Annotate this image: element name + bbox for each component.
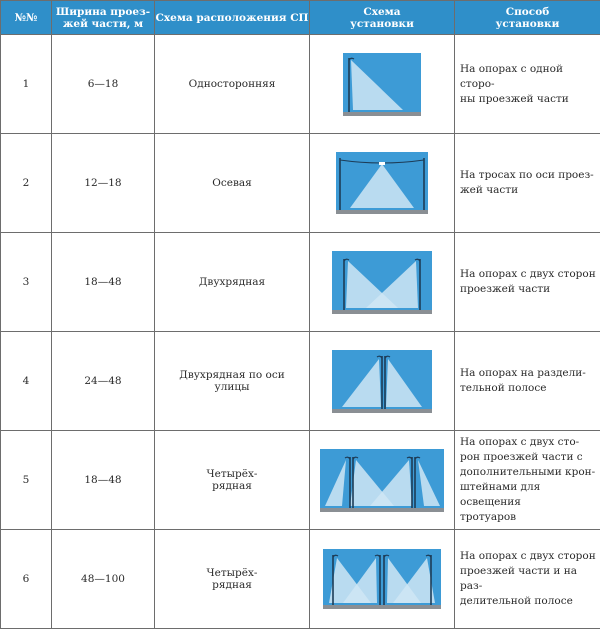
road-surface	[323, 605, 441, 609]
row-number: 4	[1, 332, 52, 431]
installation-method	[455, 431, 600, 530]
layout-scheme	[155, 530, 310, 629]
table-row	[1, 233, 600, 332]
layout-text-line: Двухрядная	[155, 276, 309, 288]
road-width: 18—48	[52, 431, 155, 530]
four-row-sidewalk-lamp-scheme-icon	[320, 449, 444, 512]
road-surface	[332, 409, 432, 413]
header-width: Ширина проез- жей части, м	[52, 1, 155, 35]
method-text-line: проезжей части	[460, 282, 596, 297]
road-surface	[332, 310, 432, 314]
installation-scheme	[310, 134, 455, 233]
installation-scheme	[310, 431, 455, 530]
header-scheme: Схема установки	[310, 1, 455, 35]
installation-method	[455, 530, 600, 629]
row-number: 5	[1, 431, 52, 530]
table-row	[1, 530, 600, 629]
method-text-line: тельной полосе	[460, 381, 596, 396]
road-surface	[343, 112, 421, 116]
two-row-lamp-scheme-icon	[332, 251, 432, 314]
table-row	[1, 332, 600, 431]
four-row-median-lamp-scheme-icon	[323, 549, 441, 609]
road-width: 18—48	[52, 233, 155, 332]
layout-text-line: Односторонняя	[155, 78, 309, 90]
header-method: Способ установки	[455, 1, 600, 35]
axial-cable-lamp-scheme-icon	[336, 152, 428, 214]
road-width: 48—100	[52, 530, 155, 629]
method-text-line: На опорах с одной сторо-	[460, 62, 596, 92]
header-layout: Схема расположения СП	[155, 1, 310, 35]
method-text-line: проезжей части и на раз-	[460, 564, 596, 594]
road-width: 6—18	[52, 35, 155, 134]
one-side-lamp-scheme-icon	[343, 53, 421, 116]
installation-method	[455, 35, 600, 134]
header-number: №№	[1, 1, 52, 35]
road-surface	[320, 508, 444, 512]
table-row	[1, 35, 600, 134]
method-text-line: штейнами для освещения	[460, 480, 596, 510]
layout-text-line: Осевая	[155, 177, 309, 189]
installation-scheme	[310, 35, 455, 134]
layout-scheme	[155, 134, 310, 233]
layout-text-line: Четырёх-	[155, 567, 309, 579]
layout-scheme	[155, 332, 310, 431]
row-number: 2	[1, 134, 52, 233]
method-text-line: жей части	[460, 183, 596, 198]
layout-text-line: улицы	[155, 381, 309, 393]
row-number: 3	[1, 233, 52, 332]
layout-text-line: Четырёх-	[155, 468, 309, 480]
installation-method	[455, 134, 600, 233]
method-text-line: рон проезжей части с	[460, 450, 596, 465]
installation-scheme	[310, 530, 455, 629]
lamp	[379, 162, 385, 165]
road-width: 24—48	[52, 332, 155, 431]
median-two-row-lamp-scheme-icon	[332, 350, 432, 413]
method-text-line: делительной полосе	[460, 594, 596, 609]
method-text-line: На опорах на раздели-	[460, 366, 596, 381]
installation-method	[455, 233, 600, 332]
method-text-line: дополнительными крон-	[460, 465, 596, 480]
method-text-line: На опорах с двух сто-	[460, 435, 596, 450]
method-text-line: ны проезжей части	[460, 92, 596, 107]
method-text-line: На тросах по оси проез-	[460, 168, 596, 183]
method-text-line: тротуаров	[460, 510, 596, 525]
table-header-row	[1, 1, 600, 35]
installation-scheme	[310, 332, 455, 431]
method-text-line: На опорах с двух сторон	[460, 549, 596, 564]
installation-method	[455, 332, 600, 431]
layout-text-line: Двухрядная по оси	[155, 369, 309, 381]
installation-scheme	[310, 233, 455, 332]
table-row	[1, 431, 600, 530]
row-number: 6	[1, 530, 52, 629]
table-row	[1, 134, 600, 233]
layout-scheme	[155, 35, 310, 134]
layout-text-line: рядная	[155, 480, 309, 492]
layout-scheme	[155, 233, 310, 332]
road-surface	[336, 210, 428, 214]
road-width: 12—18	[52, 134, 155, 233]
row-number: 1	[1, 35, 52, 134]
layout-text-line: рядная	[155, 579, 309, 591]
layout-scheme	[155, 431, 310, 530]
method-text-line: На опорах с двух сторон	[460, 267, 596, 282]
